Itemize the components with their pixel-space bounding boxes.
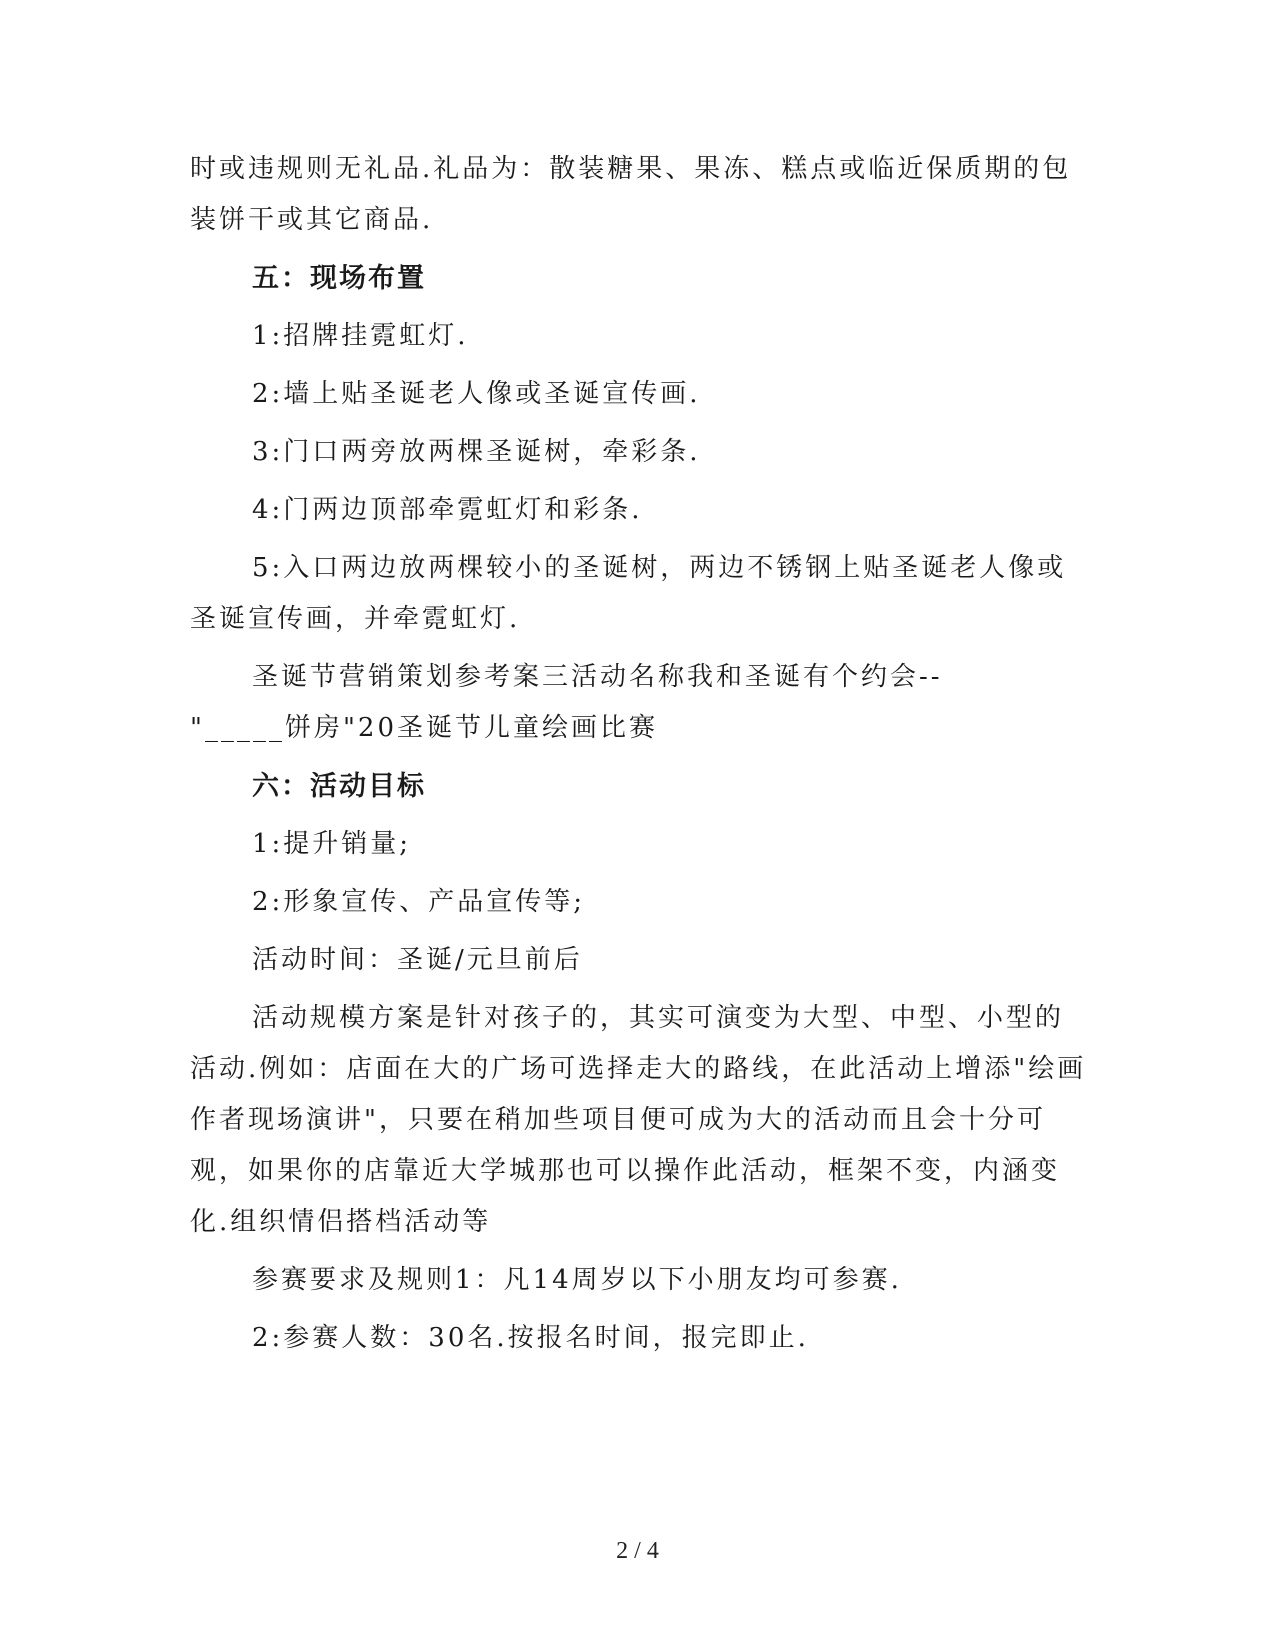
document-body	[190, 144, 1090, 1371]
page-number: 2 / 4	[616, 1538, 659, 1564]
section-heading: 六：活动目标	[252, 771, 426, 802]
section-heading: 五：现场布置	[252, 263, 426, 294]
paragraph: 2:墙上贴圣诞老人像或圣诞宣传画.	[252, 379, 701, 409]
paragraph: 活动时间：圣诞/元旦前后	[252, 945, 583, 975]
paragraph: 3:门口两旁放两棵圣诞树，牵彩条.	[252, 437, 701, 467]
paragraph: 活动规模方案是针对孩子的，其实可演变为大型、中型、小型的活动.例如：店面在大的广场可选择走大的路线，在此活动上增添"绘画作者现场演讲"，只要在稍加些项目便可成为大的活动而且会十分可观，如果你的店靠近大学城那也可以操作此活动，框架不变，内涵变化.组织情侣搭档活动等	[190, 1003, 1087, 1237]
paragraph: 5:入口两边放两棵较小的圣诞树，两边不锈钢上贴圣诞老人像或圣诞宣传画，并牵霓虹灯.	[190, 553, 1067, 634]
paragraph: 2:形象宣传、产品宣传等;	[252, 887, 586, 917]
paragraph: 圣诞节营销策划参考案三活动名称我和圣诞有个约会-- "_____饼房"20圣诞节儿童绘画比赛	[190, 662, 943, 743]
paragraph: 2:参赛人数：30名.按报名时间，报完即止.	[252, 1323, 809, 1353]
paragraph: 1:提升销量;	[252, 829, 412, 859]
paragraph: 参赛要求及规则1：凡14周岁以下小朋友均可参赛.	[252, 1265, 902, 1295]
paragraph: 时或违规则无礼品.礼品为：散装糖果、果冻、糕点或临近保质期的包装饼干或其它商品.	[190, 154, 1072, 235]
paragraph: 1:招牌挂霓虹灯.	[252, 321, 469, 351]
paragraph: 4:门两边顶部牵霓虹灯和彩条.	[252, 495, 643, 525]
